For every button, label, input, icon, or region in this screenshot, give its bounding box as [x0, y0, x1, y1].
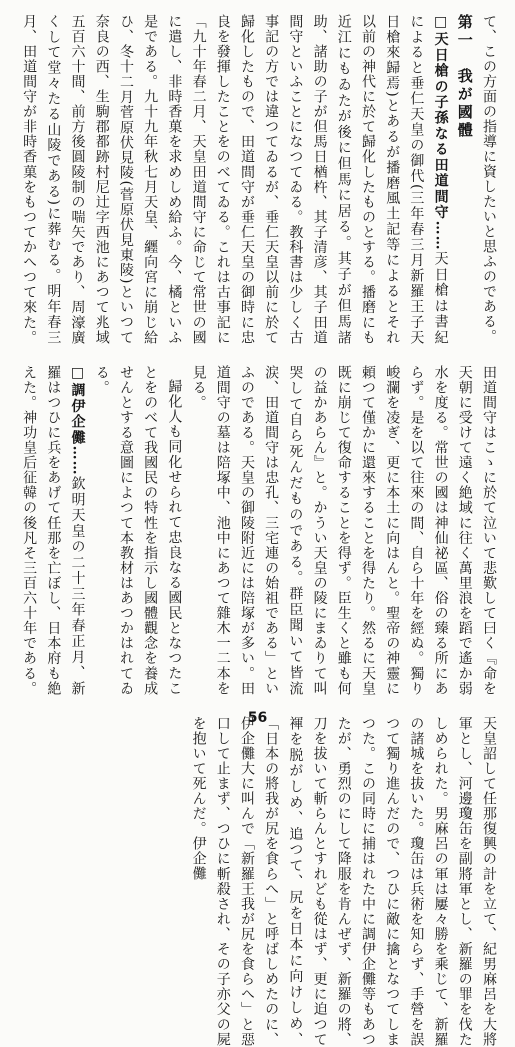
naturalized-paragraph: 歸化人も同化せられて忠良なる國民となつたことをのべて我國民の特性を指示し國體觀念を養成せんとする意圖によつて本教材はあつかはれてゐる。 [93, 365, 183, 696]
topic-tajimamori-text: 天日槍は書紀によると垂仁天皇の御代(三年春三月新羅王子天日槍來歸焉)とあるが播磨風土記等によるとそれ以前の神代に於て歸化したものとする。播磨にも近江にもゐたが後に但馬に居る。其子が但馬諸助、諸助の子が但馬日楢杵、其子清彦、其子田道間守といふことになつてゐる。教科書は少しく古事記の方では違つてゐるが、垂仁天皇以前に於て歸化したもので、田道間守が垂仁天皇の御時に忠良を發揮したことをのべてゐる。これは古事記に「九十年春二月、天皇田道間守に命じて常世の國に遣し、非時香菓を求めしめ給ふ。今、橘といふ是である。九十九年秋七月天皇、纒向宮に崩じ給ひ、冬十二月菅原伏見陵(菅原伏見東陵)といつて奈良の西、生駒郡都跡村尼辻字西池にあつて兆域五百六十間、前方後圓陵制の喘矢であり、周濠廣くして堂々たる山陵である)に葬むる。明年春三月、田道間守が非時香菓をもつてかへつて來た。田道間守はこゝに於て泣いて悲歎して曰く『命を天朝に受けて遠く絶域に往く萬里浪を蹈で遙か弱水を度る。常世の國は神仙祕區、俗の臻る所にあらず。是を以て往來の間、自ら十年を經ぬ。獨り峻瀾を凌ぎ、更に本土に向はんと。聖帝の神靈に頼つて僅かに還來することを得たり。然るに天皇既に崩じて復命することを得ず。臣生くと雖も何の益かあらん』と。かうい天皇の陵にまゐりて叫哭して自ら死んだものである。群臣聞いて皆流涙、田道間守は忠孔、三宅連の始祖である」といふのである。天皇の御陵附近には陪塚が多い。田道間守の墓は陪塚中、池中にあつて雜木一二本を見る。 [21, 14, 497, 696]
topic-tajimamori-label: □天日槍の子孫なる田道間守…… [432, 14, 449, 251]
page-number: 56 [247, 710, 268, 726]
intro-paragraph: て、この方面の指導に資したいと思ふのである。 [481, 14, 497, 344]
section-heading: 第一 我が國體 [455, 14, 474, 140]
topic-ikina-text: 欽明天皇の二十三年春正月、新羅はつひに兵をあげて任那を亡ぼし、日本府も絶えた。神功皇后征韓の後凡そ三百六十年である。天皇詔して任那復興の計を立て、紀男麻呂を大將軍とし、河邊瓊缶を副將軍とし、新羅の罪を伐たしめられた。男麻呂の軍は屢々勝を乘じて、新羅の諸城を拔いた。瓊缶は兵術を知らず、手營を誤つて獨り進んだので、つひに敵に擒となつてしまつた。この同時に捕はれた中に調伊企儺等もあつたが、勇烈のにして降服を肯んぜず、新羅の將、刀を拔いて斬らんとすれども從はず、更に迫つて褌を脱がしめ、追つて、尻を日本に向けしめ、「日本の將我が尻を食らへ」と呼ばしめたのに、伊企儺大に叫んで「新羅王我が尻を食らへ」と惡口して止まず、つひに斬殺され、その子亦父の屍を抱いて死んだ。伊企儺 [21, 365, 497, 1047]
topic-ikina-label: □調伊企儺…… [69, 365, 86, 476]
